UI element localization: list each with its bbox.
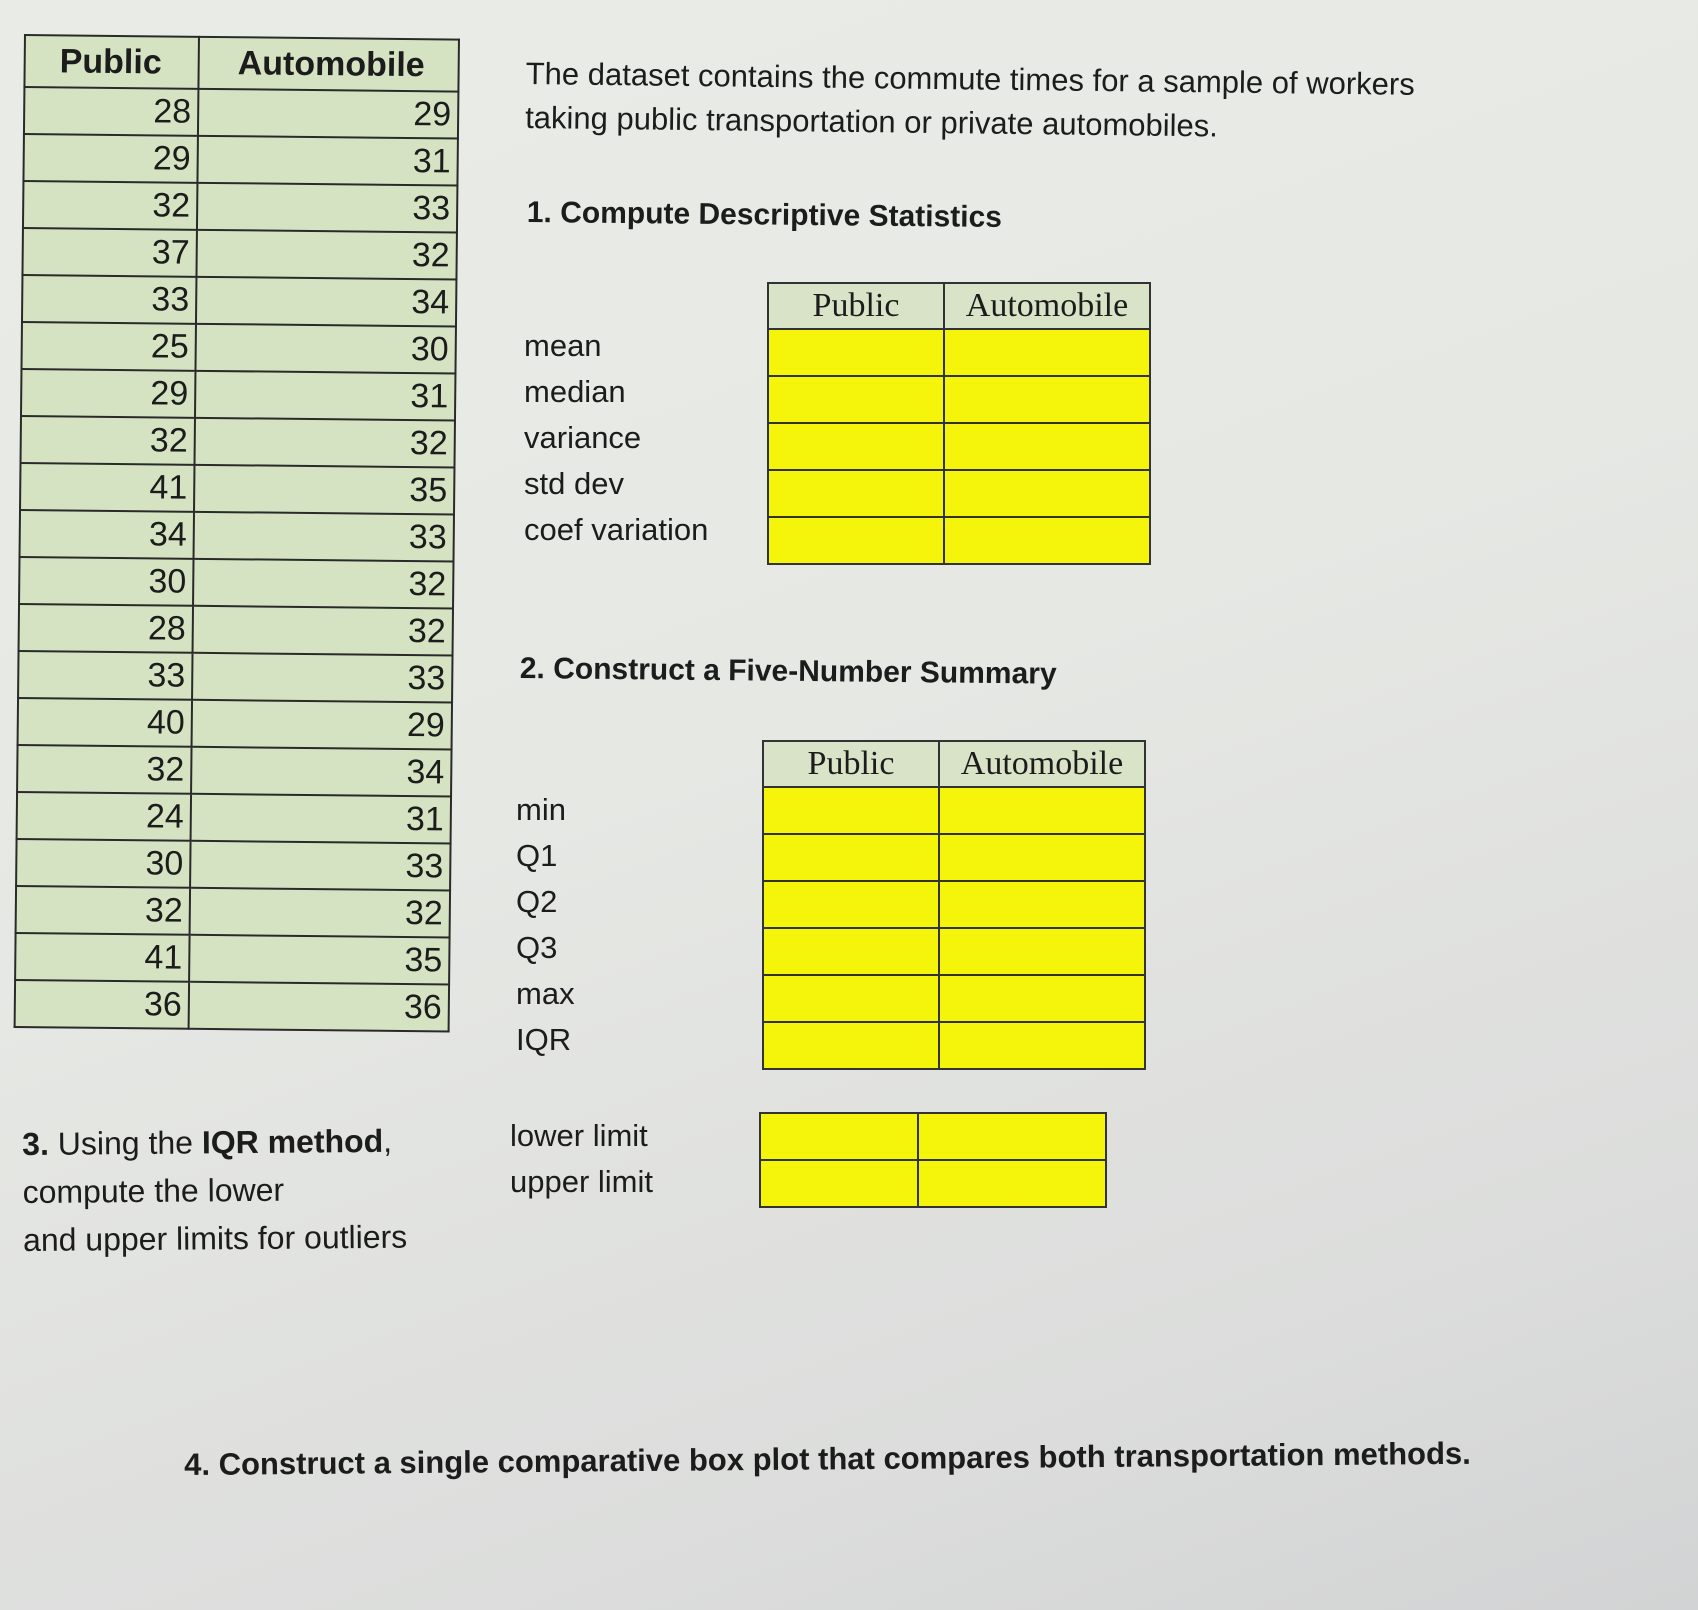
table-row (18, 698, 452, 750)
data-table-body (15, 87, 459, 1031)
intro-line-2: taking public transportation or private automobiles. (524, 99, 1219, 144)
table-row (20, 510, 454, 562)
summary-header-public: Public (763, 741, 939, 787)
answer-cell-stddev-public[interactable] (768, 470, 944, 517)
cell-automobile: 35 (189, 935, 449, 985)
answer-cell-median-automobile[interactable] (944, 376, 1150, 423)
label-q1: Q1 (516, 838, 558, 873)
table-row (22, 228, 456, 280)
table-row (17, 792, 451, 844)
table-row (18, 651, 452, 703)
answer-cell-q2-automobile[interactable] (939, 881, 1145, 928)
answer-cell-q1-automobile[interactable] (939, 834, 1145, 881)
cell-public: 29 (23, 134, 197, 183)
label-min: min (516, 792, 566, 827)
answer-cell-min-automobile[interactable] (939, 787, 1145, 834)
answer-cell-max-public[interactable] (763, 975, 939, 1022)
cell-automobile: 32 (194, 418, 454, 468)
label-iqr: IQR (516, 1022, 572, 1057)
data-table-header-row (24, 35, 459, 92)
descriptive-stats-answer-table (767, 282, 1151, 565)
summary-header-automobile: Automobile (939, 741, 1145, 787)
commute-data-table (14, 34, 460, 1033)
answer-cell-upper-public[interactable] (760, 1160, 918, 1207)
answer-cell-iqr-public[interactable] (763, 1022, 939, 1069)
answer-cell-upper-automobile[interactable] (918, 1160, 1106, 1207)
cell-automobile: 32 (190, 888, 450, 938)
table-row (23, 134, 457, 186)
outlier-limits-answer-table (759, 1112, 1107, 1208)
answer-cell-mean-automobile[interactable] (944, 329, 1150, 376)
label-median: median (524, 374, 626, 409)
section-2-labels (516, 787, 575, 1063)
answer-cell-cv-automobile[interactable] (944, 517, 1150, 564)
answer-cell-q3-public[interactable] (763, 928, 939, 975)
cell-automobile: 30 (195, 324, 455, 374)
answer-cell-variance-automobile[interactable] (944, 423, 1150, 470)
table-row (16, 886, 450, 938)
answer-cell-mean-public[interactable] (768, 329, 944, 376)
answer-cell-cv-public[interactable] (768, 517, 944, 564)
table-row (15, 933, 449, 985)
cell-automobile: 33 (194, 512, 454, 562)
cell-public: 32 (21, 416, 195, 465)
label-lower-limit: lower limit (510, 1118, 648, 1153)
table-row (23, 181, 457, 233)
answer-cell-variance-public[interactable] (768, 423, 944, 470)
cell-public: 33 (18, 651, 192, 700)
cell-public: 28 (24, 87, 198, 136)
cell-public: 32 (17, 745, 191, 794)
cell-automobile: 31 (197, 136, 457, 186)
answer-cell-q3-automobile[interactable] (939, 928, 1145, 975)
label-coef-variation: coef variation (524, 512, 709, 547)
cell-automobile: 36 (189, 982, 449, 1032)
section-4-title: 4. Construct a single comparative box plot that compares both transportation methods. (184, 1435, 1471, 1482)
cell-automobile: 31 (195, 371, 455, 421)
table-row (19, 557, 453, 609)
label-q2: Q2 (516, 884, 558, 919)
table-row (19, 604, 453, 656)
cell-automobile: 34 (191, 747, 451, 797)
answer-cell-min-public[interactable] (763, 787, 939, 834)
cell-automobile: 33 (197, 183, 457, 233)
section-1-title: 1. Compute Descriptive Statistics (526, 196, 1003, 234)
cell-public: 33 (22, 275, 196, 324)
cell-automobile: 32 (193, 606, 453, 656)
section-2-title: 2. Construct a Five-Number Summary (519, 652, 1057, 691)
section-3-line-2: compute the lower (22, 1171, 285, 1210)
intro-line-1: The dataset contains the commute times for a sample of workers (525, 55, 1415, 102)
cell-automobile: 33 (192, 653, 452, 703)
cell-public: 40 (18, 698, 192, 747)
cell-public: 25 (21, 322, 195, 371)
answer-cell-median-public[interactable] (768, 376, 944, 423)
section-3-text-bold: IQR method (201, 1122, 384, 1161)
cell-automobile: 29 (198, 89, 458, 139)
section-3-line-3: and upper limits for outliers (22, 1218, 408, 1258)
label-max: max (516, 976, 575, 1011)
cell-public: 24 (17, 792, 191, 841)
section-3-text-post: , (383, 1122, 393, 1159)
label-std-dev: std dev (524, 466, 624, 501)
table-row (22, 275, 456, 327)
cell-public: 41 (20, 463, 194, 512)
section-1-labels (524, 323, 708, 553)
table-row (21, 369, 455, 421)
stats-header-automobile: Automobile (944, 283, 1150, 329)
cell-public: 29 (21, 369, 195, 418)
answer-cell-lower-automobile[interactable] (918, 1113, 1106, 1160)
cell-public: 41 (15, 933, 189, 982)
cell-public: 32 (23, 181, 197, 230)
five-number-answer-table (762, 740, 1146, 1070)
data-header-automobile: Automobile (198, 37, 459, 92)
section-3-line-1 (22, 1117, 407, 1168)
data-header-public: Public (24, 35, 199, 89)
cell-public: 32 (16, 886, 190, 935)
cell-automobile: 35 (194, 465, 454, 515)
table-row (16, 839, 450, 891)
intro-text (525, 52, 1466, 151)
stats-header-public: Public (768, 283, 944, 329)
label-mean: mean (524, 328, 602, 363)
table-row (20, 463, 454, 515)
cell-automobile: 32 (196, 230, 456, 280)
cell-public: 30 (19, 557, 193, 606)
cell-automobile: 32 (193, 559, 453, 609)
cell-public: 36 (15, 980, 189, 1029)
answer-cell-q2-public[interactable] (763, 881, 939, 928)
cell-automobile: 31 (191, 794, 451, 844)
section-3-text-pre: Using the (57, 1124, 203, 1162)
section-3-prompt (22, 1117, 407, 1264)
answer-cell-lower-public[interactable] (760, 1113, 918, 1160)
cell-automobile: 33 (190, 841, 450, 891)
answer-cell-max-automobile[interactable] (939, 975, 1145, 1022)
section-3-labels (510, 1113, 653, 1205)
answer-cell-iqr-automobile[interactable] (939, 1022, 1145, 1069)
table-row (15, 980, 449, 1032)
answer-cell-stddev-automobile[interactable] (944, 470, 1150, 517)
cell-public: 34 (20, 510, 194, 559)
table-row (24, 87, 458, 139)
cell-public: 28 (19, 604, 193, 653)
table-row (17, 745, 451, 797)
cell-public: 37 (22, 228, 196, 277)
cell-public: 30 (16, 839, 190, 888)
label-upper-limit: upper limit (510, 1164, 653, 1199)
table-row (21, 322, 455, 374)
cell-automobile: 34 (196, 277, 456, 327)
table-row (21, 416, 455, 468)
section-3-number: 3. (22, 1125, 50, 1162)
answer-cell-q1-public[interactable] (763, 834, 939, 881)
label-q3: Q3 (516, 930, 558, 965)
cell-automobile: 29 (192, 700, 452, 750)
label-variance: variance (524, 420, 642, 455)
